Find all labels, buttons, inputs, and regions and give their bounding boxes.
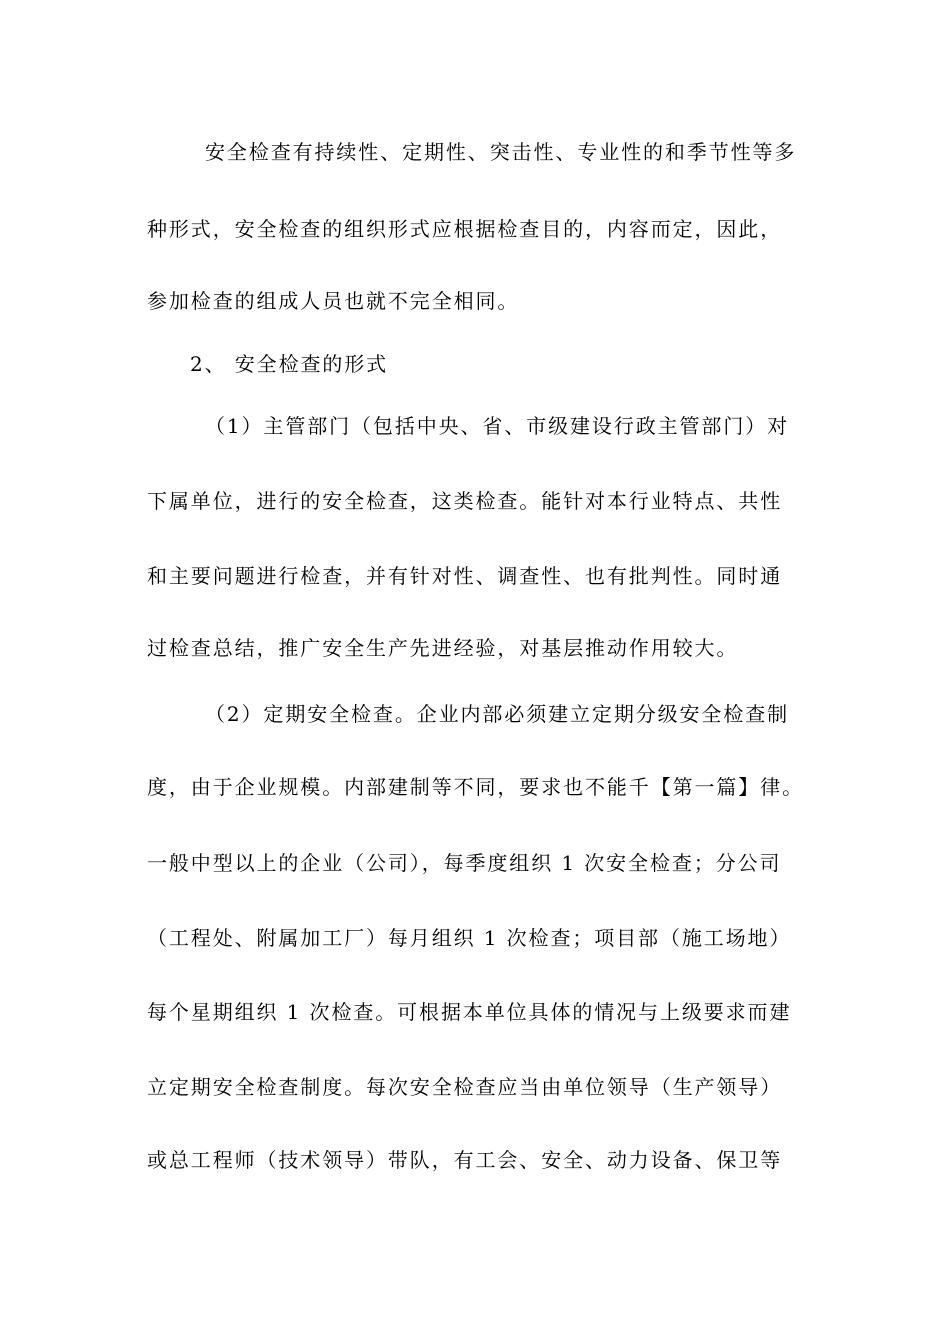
paragraph-2-line-4: 过检查总结，推广安全生产先进经验，对基层推动作用较大。 [147,636,739,660]
paragraph-1-line-1: 安全检查有持续性、定期性、突击性、专业性的和季节性等多 [205,140,797,164]
paragraph-3-line-2: 度，由于企业规模。内部建制等不同，要求也不能千【第一篇】律。 [147,775,804,799]
paragraph-1-line-2: 种形式，安全检查的组织形式应根据检查目的，内容而定，因此， [147,217,783,241]
paragraph-3-line-4: （工程处、附属加工厂）每月组织 1 次检查；项目部（施工场地） [147,926,792,950]
paragraph-3-line-3: 一般中型以上的企业（公司），每季度组织 1 次安全检查；分公司 [147,851,782,875]
paragraph-3-line-7: 或总工程师（技术领导）带队，有工会、安全、动力设备、保卫等 [147,1148,783,1172]
paragraph-3-line-5: 每个星期组织 1 次检查。可根据本单位具体的情况与上级要求而建 [147,1000,792,1024]
paragraph-2-line-3: 和主要问题进行检查，并有针对性、调查性、也有批判性。同时通 [147,564,783,588]
paragraph-2-line-2: 下属单位，进行的安全检查，这类检查。能针对本行业特点、共性 [147,489,783,513]
paragraph-3-line-1: （2）定期安全检查。企业内部必须建立定期分级安全检查制 [205,702,790,726]
paragraph-2-line-1: （1）主管部门（包括中央、省、市级建设行政主管部门）对 [205,414,790,438]
paragraph-1-line-3: 参加检查的组成人员也就不完全相同。 [147,289,520,313]
section-heading: 2、 安全检查的形式 [190,352,389,376]
paragraph-3-line-6: 立定期安全检查制度。每次安全检查应当由单位领导（生产领导） [147,1075,783,1099]
